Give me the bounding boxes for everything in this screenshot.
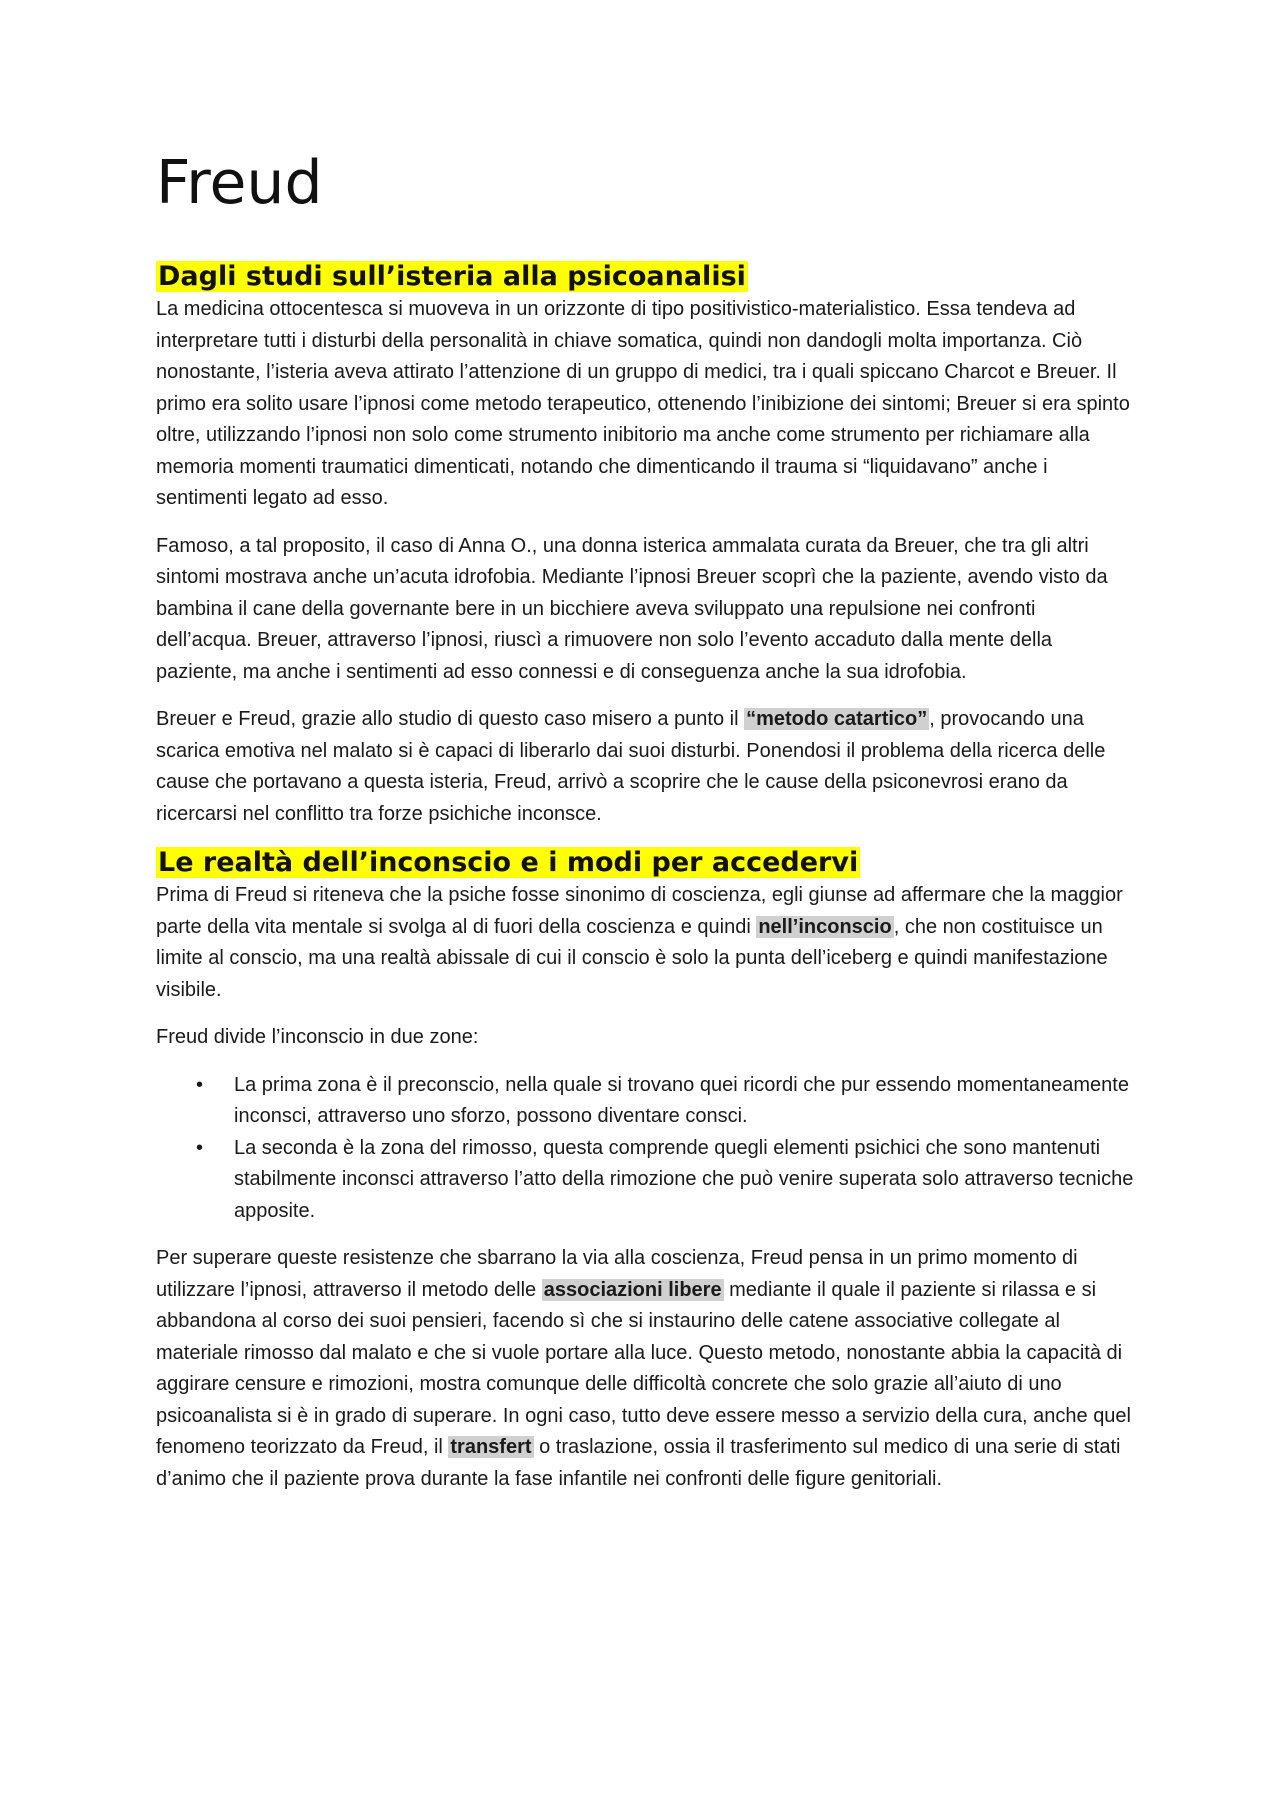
text-run: o traslazione, ossia il trasferimento sul medico di una serie di stati d’animo che il paziente prova durante la fase infantile nei confronti delle figure genitoriali. bbox=[156, 1436, 1121, 1490]
document-page bbox=[156, 150, 1136, 1511]
highlight-associazioni-libere: associazioni libere bbox=[543, 1278, 722, 1301]
heading-highlight: Le realtà dell’inconscio e i modi per accedervi bbox=[158, 847, 859, 878]
heading-highlight: Dagli studi sull’isteria alla psicoanalisi bbox=[158, 261, 746, 292]
text-run: Prima di Freud si riteneva che la psiche fosse sinonimo di coscienza, egli giunse ad affermare che la maggior parte della vita mentale si svolga al di fuori della coscienza e quindi bbox=[156, 884, 1123, 938]
highlight-metodo-catartico: “metodo catartico” bbox=[746, 708, 928, 730]
list-item-text: La seconda è la zona del rimosso, questa comprende quegli elementi psichici che sono mantenuti stabilmente inconsci attraverso l’atto della rimozione che può venire superata solo attraverso tecniche apposite. bbox=[234, 1136, 1134, 1222]
paragraph-metodo-catartico bbox=[156, 704, 1136, 830]
paragraph-due-zone: Freud divide l’inconscio in due zone: bbox=[156, 1026, 479, 1048]
paragraph-anna-o: Famoso, a tal proposito, il caso di Anna O., una donna isterica ammalata curata da Breuer, che tra gli altri sintomi mostrava anche un’acuta idrofobia. Mediante l’ipnosi Breuer scoprì che la paziente, avendo visto da bambina il cane della governante bere in un bicchiere aveva sviluppato una repulsione nei confronti dell’acqua. Breuer, attraverso l’ipnosi, riuscì a rimuovere non solo l’evento accaduto dalla mente della paziente, ma anche i sentimenti ad esso connessi e di conseguenza anche la sua idrofobia. bbox=[156, 534, 1108, 683]
paragraph-resistenze bbox=[156, 1243, 1136, 1495]
document-title: Freud bbox=[156, 148, 323, 218]
bullet-list bbox=[156, 1070, 1136, 1228]
text-run: Per superare queste resistenze che sbarrano la via alla coscienza, Freud pensa in un primo momento di utilizzare l’ipnosi, attraverso il metodo delle bbox=[156, 1247, 1078, 1301]
text-run: Breuer e Freud, grazie allo studio di questo caso misero a punto il bbox=[156, 708, 745, 730]
paragraph-medicina: La medicina ottocentesca si muoveva in un orizzonte di tipo positivistico-materialistico. Essa tendeva ad interpretare tutti i disturbi della personalità in chiave somatica, quindi non dandogli molta importanza. Ciò nonostante, l’isteria aveva attirato l’attenzione di un gruppo di medici, tra i quali spiccano Charcot e Breuer. Il primo era solito usare l’ipnosi come metodo terapeutico, ottenendo l’inibizione dei sintomi; Breuer si era spinto oltre, utilizzando l’ipnosi non solo come strumento inibitorio ma anche come strumento per richiamare alla memoria momenti traumatici dimenticati, notando che dimenticando il trauma si “liquidavano” anche i sentimenti legato ad esso. bbox=[156, 298, 1130, 509]
list-item bbox=[156, 1070, 1136, 1133]
section-heading-inconscio bbox=[156, 846, 1136, 880]
text-run: , che non costituisce un limite al conscio, ma una realtà abissale di cui il conscio è solo la punta dell’iceberg e quindi manifestazione visibile. bbox=[156, 915, 1108, 1001]
text-run: mediante il quale il paziente si rilassa e si abbandona al corso dei suoi pensieri, facendo sì che si instaurino delle catene associative collegate al materiale rimosso dal malato e che si vuole portare alla luce. Questo metodo, nonostante abbia la capacità di aggirare censure e rimozioni, mostra comunque delle difficoltà concrete che solo grazie all’aiuto di uno psicoanalista si è in grado di superare. In ogni caso, tutto deve essere messo a servizio della cura, anche quel fenomeno teorizzato da Freud, il bbox=[156, 1278, 1131, 1458]
paragraph-prima-di-freud bbox=[156, 880, 1136, 1006]
text-run: , provocando una scarica emotiva nel malato si è capaci di liberarlo dai suoi disturbi. Ponendosi il problema della ricerca delle cause che portavano a questa isteria, Freud, arrivò a scoprire che le cause della psiconevrosi erano da ricercarsi nel conflitto tra forze psichiche inconsce. bbox=[156, 708, 1106, 825]
bullet-icon: • bbox=[196, 1136, 204, 1159]
list-item bbox=[156, 1133, 1136, 1228]
highlight-inconscio: nell’inconscio bbox=[758, 915, 892, 938]
highlight-transfert: transfert bbox=[450, 1436, 532, 1458]
bullet-icon: • bbox=[196, 1073, 204, 1096]
section-heading-isteria bbox=[156, 260, 1136, 294]
list-item-text: La prima zona è il preconscio, nella quale si trovano quei ricordi che pur essendo momentaneamente inconsci, attraverso uno sforzo, possono diventare consci. bbox=[234, 1073, 1129, 1127]
